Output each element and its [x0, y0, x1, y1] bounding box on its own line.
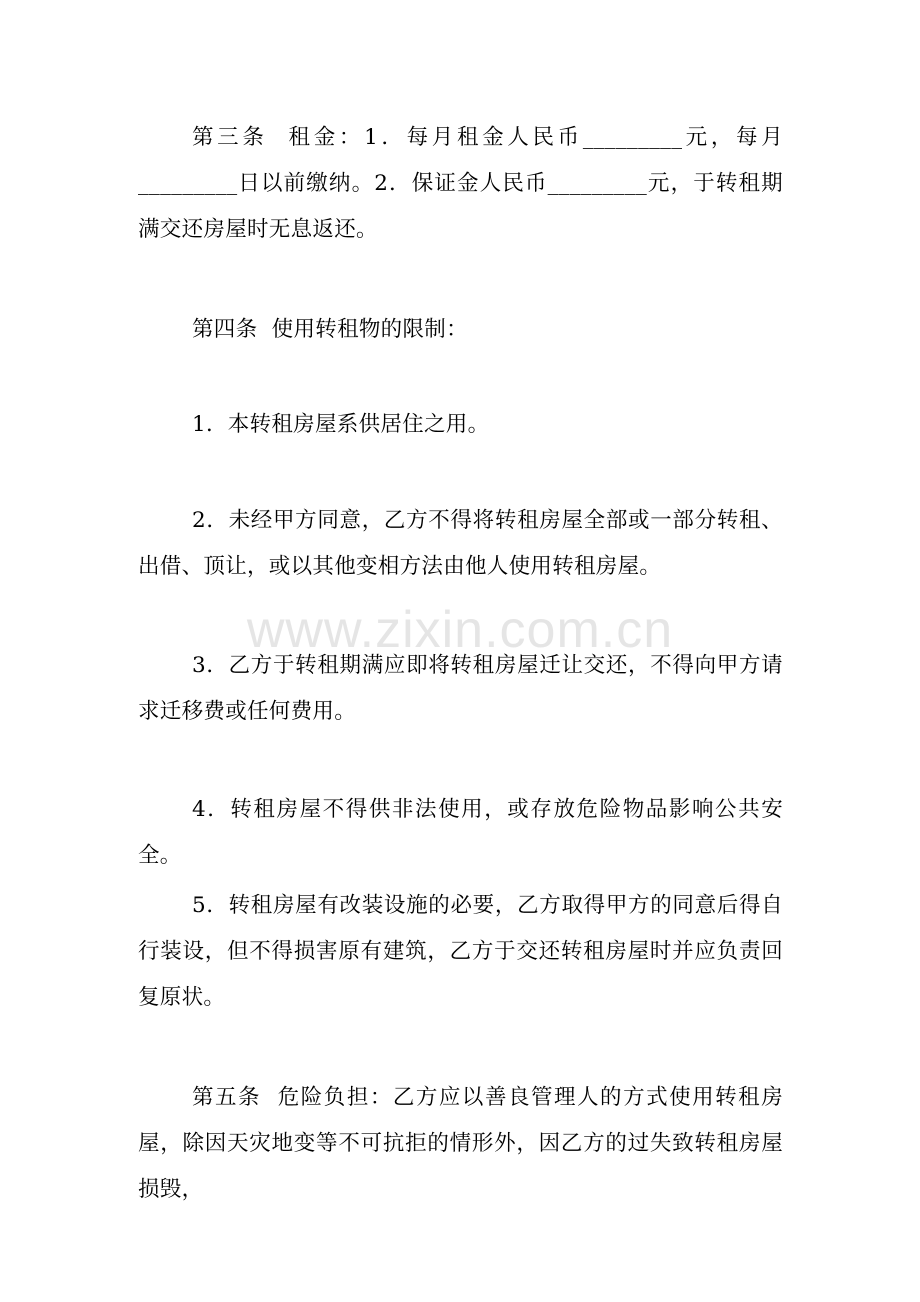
article-4-heading: 第四条 使用转租物的限制： [192, 317, 468, 342]
article-4-item-5: 5．转租房屋有改装设施的必要，乙方取得甲方的同意后得自行装设，但不得损害原有建筑，乙方于交还转租房屋时并应负责回复原状。 [138, 893, 783, 1010]
article-4-item-2: 2．未经甲方同意，乙方不得将转租房屋全部或一部分转租、出借、顶让，或以其他变相方法由他人使用转租房屋。 [138, 508, 783, 579]
article-4-item-1: 1．本转租房屋系供居住之用。 [192, 412, 490, 437]
article-4-item-4: 4．转租房屋不得供非法使用，或存放危险物品影响公共安全。 [138, 797, 783, 868]
watermark: www.zixin.com.cn [246, 601, 674, 659]
article-3-rent: 第三条 租金：1．每月租金人民币_________元，每月_________日以前缴纳。2．保证金人民币_________元，于转租期满交还房屋时无息返还。 [138, 125, 783, 242]
article-4-item-3: 3．乙方于转租期满应即将转租房屋迁让交还，不得向甲方请求迁移费或任何费用。 [138, 653, 783, 724]
article-5-risk: 第五条 危险负担：乙方应以善良管理人的方式使用转租房屋，除因天灾地变等不可抗拒的情形外，因乙方的过失致转租房屋损毁， [138, 1085, 783, 1202]
